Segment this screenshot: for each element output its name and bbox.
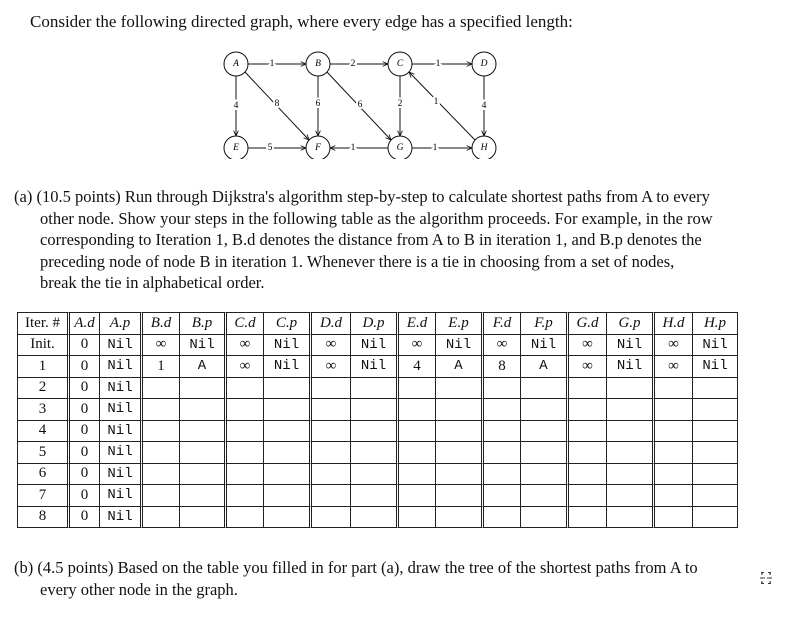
table-cell: 4 xyxy=(399,356,436,378)
part-a-text: (10.5 points) Run through Dijkstra's algorithm step-by-step to calculate shortest paths from A to every other node. Show your steps in the following table as the algorithm proceeds. For example, in the row corresponding to Iteration 1, B.d denotes the distance from A to B in iteration 1, and B.p denotes the preceding node of node B in iteration 1. Whenever there is a tie in choosing from a set of nodes, break the tie in alphabetical order. xyxy=(36,187,713,292)
edge-label-b-c: 2 xyxy=(350,59,356,69)
table-cell: 1 xyxy=(17,356,70,378)
header-cell: G.d xyxy=(569,312,607,335)
table-cell xyxy=(312,464,351,486)
table-cell xyxy=(693,507,738,529)
table-cell xyxy=(607,442,655,464)
table-cell xyxy=(693,399,738,421)
table-cell xyxy=(569,421,607,443)
part-b-marker: (b) xyxy=(14,558,34,577)
table-cell xyxy=(180,421,227,443)
table-cell: ∞ xyxy=(227,335,264,357)
table-cell: Nil xyxy=(436,335,484,357)
edge-label-e-f: 5 xyxy=(267,143,273,153)
header-cell: E.d xyxy=(399,312,436,335)
table-cell xyxy=(143,421,180,443)
table-cell xyxy=(264,378,312,400)
table-cell xyxy=(143,464,180,486)
table-row xyxy=(17,464,738,486)
table-cell xyxy=(180,399,227,421)
part-b-text: (4.5 points) Based on the table you filled in for part (a), draw the tree of the shortest paths from A to every other node in the graph. xyxy=(37,558,698,599)
table-cell xyxy=(227,507,264,529)
table-cell xyxy=(569,442,607,464)
table-cell xyxy=(569,464,607,486)
node-b-label: B xyxy=(315,59,321,69)
table-cell xyxy=(143,442,180,464)
table-cell: ∞ xyxy=(227,356,264,378)
table-cell: 0 xyxy=(70,421,100,443)
table-cell: 0 xyxy=(70,399,100,421)
table-cell xyxy=(436,485,484,507)
table-cell xyxy=(351,464,399,486)
node-e-label: E xyxy=(233,143,239,153)
table-cell: 2 xyxy=(17,378,70,400)
table-cell xyxy=(399,442,436,464)
table-cell xyxy=(655,442,693,464)
table-cell: Nil xyxy=(607,335,655,357)
table-cell xyxy=(180,378,227,400)
table-cell xyxy=(484,464,521,486)
table-cell xyxy=(227,421,264,443)
node-a-label: A xyxy=(233,59,239,69)
header-cell: A.p xyxy=(100,312,143,335)
table-cell xyxy=(693,464,738,486)
table-cell xyxy=(693,421,738,443)
header-cell: H.d xyxy=(655,312,693,335)
table-cell: ∞ xyxy=(569,356,607,378)
node-c xyxy=(388,52,412,76)
table-cell xyxy=(312,421,351,443)
node-g xyxy=(388,136,412,159)
part-b xyxy=(14,557,734,600)
table-cell xyxy=(264,485,312,507)
edge-label-a-b: 1 xyxy=(269,59,275,69)
table-cell xyxy=(351,399,399,421)
table-cell: 0 xyxy=(70,507,100,529)
node-g-label: G xyxy=(396,143,404,153)
table-cell: Nil xyxy=(264,356,312,378)
table-cell: Nil xyxy=(351,356,399,378)
table-cell xyxy=(569,485,607,507)
table-cell xyxy=(399,421,436,443)
table-row xyxy=(17,485,738,507)
table-cell xyxy=(264,421,312,443)
table-cell xyxy=(180,442,227,464)
table-cell xyxy=(399,507,436,529)
edge-label-b-g: 6 xyxy=(357,100,363,110)
table-cell xyxy=(655,421,693,443)
table-cell: Nil xyxy=(521,335,569,357)
table-cell: 8 xyxy=(17,507,70,529)
table-cell: ∞ xyxy=(399,335,436,357)
table-cell xyxy=(521,399,569,421)
node-e xyxy=(224,136,248,159)
table-cell: A xyxy=(180,356,227,378)
table-cell xyxy=(607,378,655,400)
table-cell xyxy=(143,507,180,529)
header-cell: C.p xyxy=(264,312,312,335)
table-cell xyxy=(521,507,569,529)
edge-label-c-d: 1 xyxy=(435,59,441,69)
node-f xyxy=(306,136,330,159)
table-cell xyxy=(521,485,569,507)
table-row xyxy=(17,442,738,464)
table-cell: ∞ xyxy=(484,335,521,357)
table-cell xyxy=(655,507,693,529)
table-cell: ∞ xyxy=(655,335,693,357)
table-cell: Nil xyxy=(100,507,143,529)
header-cell: F.d xyxy=(484,312,521,335)
table-cell: 0 xyxy=(70,464,100,486)
part-a xyxy=(14,186,714,294)
table-cell: 0 xyxy=(70,485,100,507)
table-row xyxy=(17,356,738,378)
node-d-label: D xyxy=(480,59,488,69)
table-cell xyxy=(312,507,351,529)
table-cell xyxy=(607,399,655,421)
table-cell xyxy=(143,399,180,421)
table-cell: A xyxy=(521,356,569,378)
table-cell xyxy=(436,464,484,486)
table-cell xyxy=(227,464,264,486)
table-cell xyxy=(436,399,484,421)
table-cell xyxy=(312,378,351,400)
table-cell: Nil xyxy=(100,442,143,464)
table-cell xyxy=(264,507,312,529)
header-cell: E.p xyxy=(436,312,484,335)
table-cell: Nil xyxy=(351,335,399,357)
table-cell: 1 xyxy=(143,356,180,378)
table-cell xyxy=(521,442,569,464)
table-cell xyxy=(227,485,264,507)
table-cell xyxy=(180,464,227,486)
table-cell: 5 xyxy=(17,442,70,464)
node-c-label: C xyxy=(396,59,404,69)
table-cell xyxy=(143,485,180,507)
table-cell xyxy=(399,399,436,421)
table-cell: Nil xyxy=(100,485,143,507)
table-cell xyxy=(264,464,312,486)
node-f-label: F xyxy=(315,143,321,153)
table-row xyxy=(17,421,738,443)
table-cell xyxy=(143,378,180,400)
table-cell xyxy=(180,507,227,529)
table-cell: Nil xyxy=(100,356,143,378)
table-cell xyxy=(312,442,351,464)
table-cell xyxy=(521,464,569,486)
node-h-label: H xyxy=(480,143,488,153)
edge-label-g-h: 1 xyxy=(432,143,438,153)
header-cell: Iter. # xyxy=(17,312,70,335)
header-cell: A.d xyxy=(70,312,100,335)
table-cell xyxy=(484,378,521,400)
table-cell: Nil xyxy=(100,335,143,357)
header-cell: B.d xyxy=(143,312,180,335)
table-cell xyxy=(436,442,484,464)
table-cell: 7 xyxy=(17,485,70,507)
table-cell: Nil xyxy=(100,378,143,400)
table-cell xyxy=(399,378,436,400)
table-cell: ∞ xyxy=(569,335,607,357)
table-cell: 6 xyxy=(17,464,70,486)
table-cell xyxy=(312,485,351,507)
table-cell: 8 xyxy=(484,356,521,378)
edge-label-g-f: 1 xyxy=(350,143,356,153)
table-row xyxy=(17,378,738,400)
table-cell xyxy=(655,485,693,507)
edge-label-a-f: 8 xyxy=(274,99,280,109)
edge-label-c-g: 2 xyxy=(397,99,403,109)
edge-label-b-f: 6 xyxy=(315,99,321,109)
table-cell: Nil xyxy=(607,356,655,378)
table-cell xyxy=(484,421,521,443)
node-d xyxy=(472,52,496,76)
table-cell xyxy=(569,378,607,400)
table-cell: ∞ xyxy=(312,335,351,357)
node-h xyxy=(472,136,496,159)
table-cell xyxy=(351,442,399,464)
move-arrows-icon[interactable] xyxy=(759,571,773,585)
table-cell xyxy=(436,378,484,400)
table-cell: ∞ xyxy=(143,335,180,357)
header-cell: B.p xyxy=(180,312,227,335)
table-cell xyxy=(607,485,655,507)
table-row xyxy=(17,507,738,529)
table-cell xyxy=(484,507,521,529)
table-cell: 0 xyxy=(70,442,100,464)
table-cell xyxy=(227,378,264,400)
table-row xyxy=(17,335,738,357)
table-cell xyxy=(399,485,436,507)
table-cell: 0 xyxy=(70,356,100,378)
directed-graph xyxy=(210,44,510,159)
table-cell xyxy=(655,464,693,486)
table-cell: ∞ xyxy=(655,356,693,378)
table-cell: Nil xyxy=(264,335,312,357)
header-cell: C.d xyxy=(227,312,264,335)
table-cell xyxy=(655,378,693,400)
table-cell xyxy=(227,442,264,464)
table-cell: 4 xyxy=(17,421,70,443)
table-cell: ∞ xyxy=(312,356,351,378)
node-b xyxy=(306,52,330,76)
table-cell xyxy=(521,378,569,400)
table-cell: Nil xyxy=(100,421,143,443)
table-cell xyxy=(569,507,607,529)
dijkstra-table xyxy=(17,312,738,528)
table-cell xyxy=(436,507,484,529)
part-a-marker: (a) xyxy=(14,187,33,206)
intro-text: Consider the following directed graph, where every edge has a specified length: xyxy=(30,12,573,31)
table-cell xyxy=(693,442,738,464)
table-cell xyxy=(521,421,569,443)
table-cell xyxy=(484,442,521,464)
table-cell: Nil xyxy=(180,335,227,357)
table-cell xyxy=(351,485,399,507)
table-cell xyxy=(351,378,399,400)
header-cell: D.p xyxy=(351,312,399,335)
table-cell xyxy=(693,378,738,400)
header-cell: H.p xyxy=(693,312,738,335)
edge-label-d-h: 4 xyxy=(481,101,487,111)
table-cell: Nil xyxy=(693,335,738,357)
table-cell: Nil xyxy=(100,464,143,486)
header-cell: D.d xyxy=(312,312,351,335)
table-cell xyxy=(693,485,738,507)
table-cell: 0 xyxy=(70,378,100,400)
table-cell: 3 xyxy=(17,399,70,421)
table-cell xyxy=(227,399,264,421)
table-cell xyxy=(607,421,655,443)
table-cell xyxy=(607,507,655,529)
table-cell xyxy=(351,421,399,443)
table-cell xyxy=(399,464,436,486)
table-cell: Init. xyxy=(17,335,70,357)
table-cell xyxy=(607,464,655,486)
table-cell: Nil xyxy=(693,356,738,378)
table-cell xyxy=(436,421,484,443)
table-cell xyxy=(264,399,312,421)
table-cell xyxy=(264,442,312,464)
header-cell: F.p xyxy=(521,312,569,335)
table-cell xyxy=(180,485,227,507)
header-cell: G.p xyxy=(607,312,655,335)
edge-h-c xyxy=(409,72,475,140)
table-cell xyxy=(351,507,399,529)
edge-label-h-c: 1 xyxy=(433,97,439,107)
table-cell: 0 xyxy=(70,335,100,357)
table-cell xyxy=(484,485,521,507)
table-cell xyxy=(655,399,693,421)
table-cell xyxy=(312,399,351,421)
table-row xyxy=(17,399,738,421)
table-cell xyxy=(484,399,521,421)
table-header-row xyxy=(17,312,738,335)
node-a xyxy=(224,52,248,76)
table-cell: A xyxy=(436,356,484,378)
table-cell xyxy=(569,399,607,421)
edge-label-a-e: 4 xyxy=(233,101,239,111)
table-cell: Nil xyxy=(100,399,143,421)
